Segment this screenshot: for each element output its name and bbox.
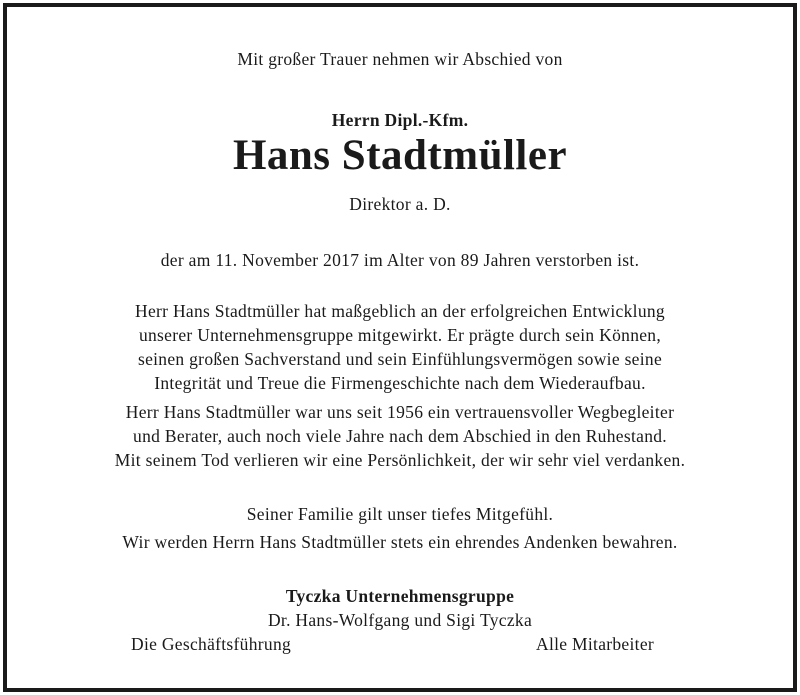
paragraph-line: und Berater, auch noch viele Jahre nach dem Abschied in den Ruhestand. [133,426,667,446]
staff-signature: Alle Mitarbeiter [536,634,655,654]
salutation: Herrn Dipl.-Kfm. [331,110,469,130]
paragraph-line: unserer Unternehmensgruppe mitgewirkt. Er prägte durch sein Können, [138,325,662,345]
management-signature: Die Geschäftsführung [131,634,292,654]
paragraph-line: Herr Hans Stadtmüller war uns seit 1956 ein vertrauensvoller Wegbegleiter [125,402,675,422]
condolence-line: Wir werden Herrn Hans Stadtmüller stets ein ehrendes Andenken bewahren. [122,532,678,552]
paragraph-line: Integrität und Treue die Firmengeschichte nach dem Wiederaufbau. [154,373,646,393]
paragraph-line: Herr Hans Stadtmüller hat maßgeblich an der erfolgreichen Entwicklung [135,301,665,321]
deceased-position: Direktor a. D. [349,194,451,214]
company-name: Tyczka Unternehmensgruppe [285,586,515,606]
owners-names: Dr. Hans-Wolfgang und Sigi Tyczka [267,610,533,630]
obituary-notice [3,3,797,692]
paragraph-line: seinen großen Sachverstand und sein Einfühlungsvermögen sowie seine [137,349,663,369]
intro-text: Mit großer Trauer nehmen wir Abschied von [237,49,563,69]
deceased-name: Hans Stadtmüller [232,132,568,179]
paragraph-line: Mit seinem Tod verlieren wir eine Persönlichkeit, der wir sehr viel verdanken. [114,450,686,470]
condolence-line: Seiner Familie gilt unser tiefes Mitgefühl. [246,504,554,524]
death-line: der am 11. November 2017 im Alter von 89 Jahren verstorben ist. [160,250,640,270]
